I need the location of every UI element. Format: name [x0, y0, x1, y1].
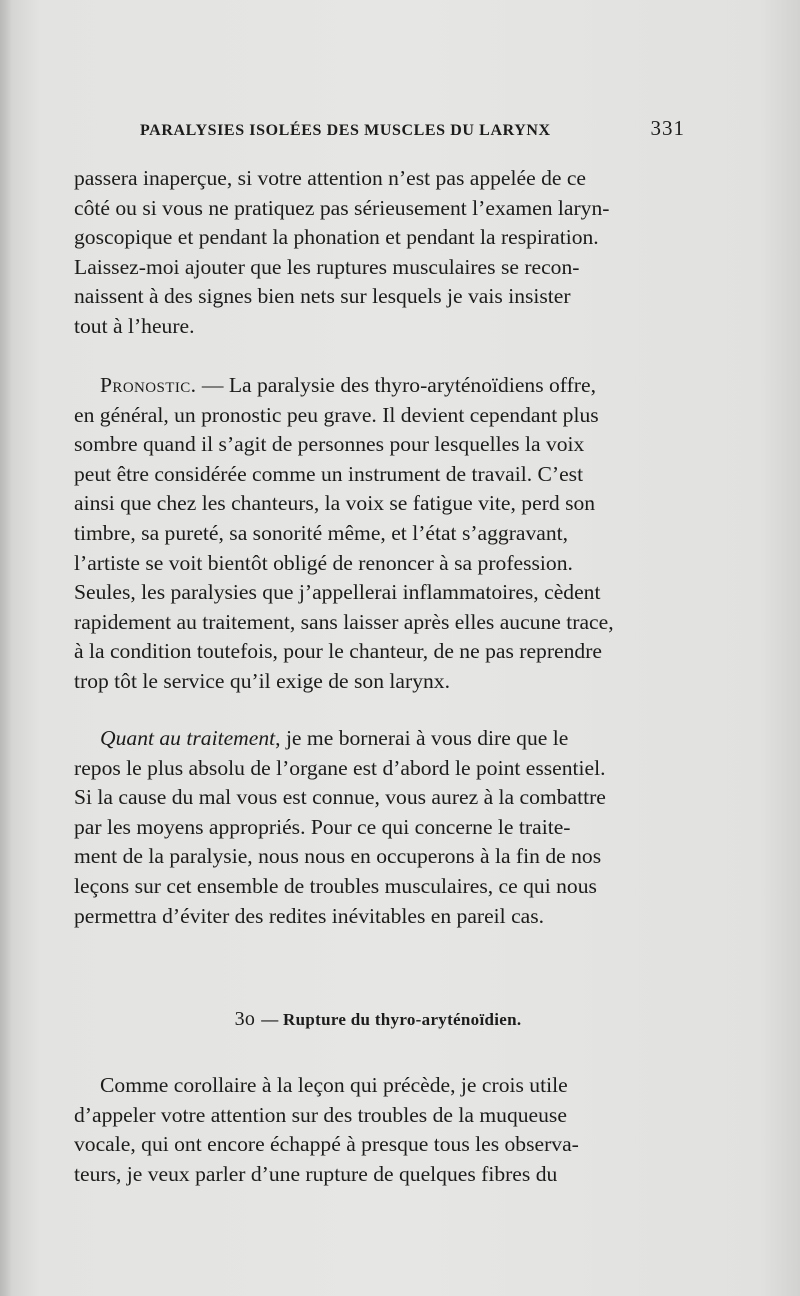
section-heading: [74, 1008, 682, 1031]
page-header: [140, 116, 685, 141]
text-line: [74, 371, 682, 401]
paragraph-traitement: [74, 724, 682, 931]
text-line: Laissez-moi ajouter que les ruptures musculaires se recon-: [74, 254, 580, 279]
text-line: goscopique et pendant la phonation et pendant la respiration.: [74, 225, 599, 250]
text-span: La paralysie des thyro-aryténoïdiens offre,: [228, 373, 596, 397]
section-title: — Rupture du thyro-aryténoïdien.: [261, 1010, 522, 1029]
text-line: ment de la paralysie, nous nous en occuperons à la fin de nos: [74, 844, 602, 869]
text-line: l’artiste se voit bientôt obligé de renoncer à sa profession.: [74, 550, 573, 575]
text-line: timbre, sa pureté, sa sonorité même, et l’état s’aggravant,: [74, 520, 569, 545]
text-line: côté ou si vous ne pratiquez pas sérieusement l’examen laryn-: [74, 195, 610, 220]
text-line: Comme corollaire à la leçon qui précède, je crois utile: [100, 1073, 568, 1097]
page-number: 331: [650, 116, 685, 140]
page-edge-shadow: [0, 0, 12, 1296]
text-line: repos le plus absolu de l’organe est d’abord le point essentiel.: [74, 755, 606, 780]
text-line: en général, un pronostic peu grave. Il devient cependant plus: [74, 402, 599, 427]
section-number: 3o: [234, 1008, 256, 1030]
text-line: Si la cause du mal vous est connue, vous aurez à la combattre: [74, 785, 606, 810]
pronostic-dash: —: [196, 373, 229, 397]
text-span: , je me bornerai à vous dire que le: [275, 726, 569, 750]
text-line: par les moyens appropriés. Pour ce qui concerne le traite-: [74, 814, 571, 839]
running-title: PARALYSIES ISOLÉES DES MUSCLES DU LARYNX: [140, 122, 551, 139]
text-line: passera inaperçue, si votre attention n’est pas appelée de ce: [74, 166, 587, 190]
text-line: sombre quand il s’agit de personnes pour lesquelles la voix: [74, 432, 585, 457]
traitement-lead: Quant au traitement: [100, 726, 276, 750]
text-line: tout à l’heure.: [74, 313, 195, 338]
text-line: ainsi que chez les chanteurs, la voix se fatigue vite, perd son: [74, 491, 596, 516]
text-line: trop tôt le service qu’il exige de son larynx.: [74, 668, 450, 693]
text-line: vocale, qui ont encore échappé à presque tous les observa-: [74, 1132, 579, 1157]
paragraph-pronostic: [74, 371, 682, 697]
paragraph-rupture: [74, 1071, 682, 1189]
text-line: permettra d’éviter des redites inévitables en pareil cas.: [74, 903, 545, 928]
text-line: [74, 724, 682, 754]
text-line: Seules, les paralysies que j’appellerai inflammatoires, cèdent: [74, 580, 601, 605]
text-line: leçons sur cet ensemble de troubles musculaires, ce qui nous: [74, 873, 597, 898]
text-line: teurs, je veux parler d’une rupture de quelques fibres du: [74, 1161, 558, 1186]
text-line: naissent à des signes bien nets sur lesquels je vais insister: [74, 284, 571, 309]
pronostic-lead: Pronostic.: [100, 373, 197, 397]
text-line: d’appeler votre attention sur des troubles de la muqueuse: [74, 1102, 567, 1127]
text-line: peut être considérée comme un instrument de travail. C’est: [74, 461, 584, 486]
text-line: rapidement au traitement, sans laisser après elles aucune trace,: [74, 609, 614, 634]
text-line: à la condition toutefois, pour le chanteur, de ne pas reprendre: [74, 639, 602, 664]
paragraph-1: [74, 164, 682, 342]
